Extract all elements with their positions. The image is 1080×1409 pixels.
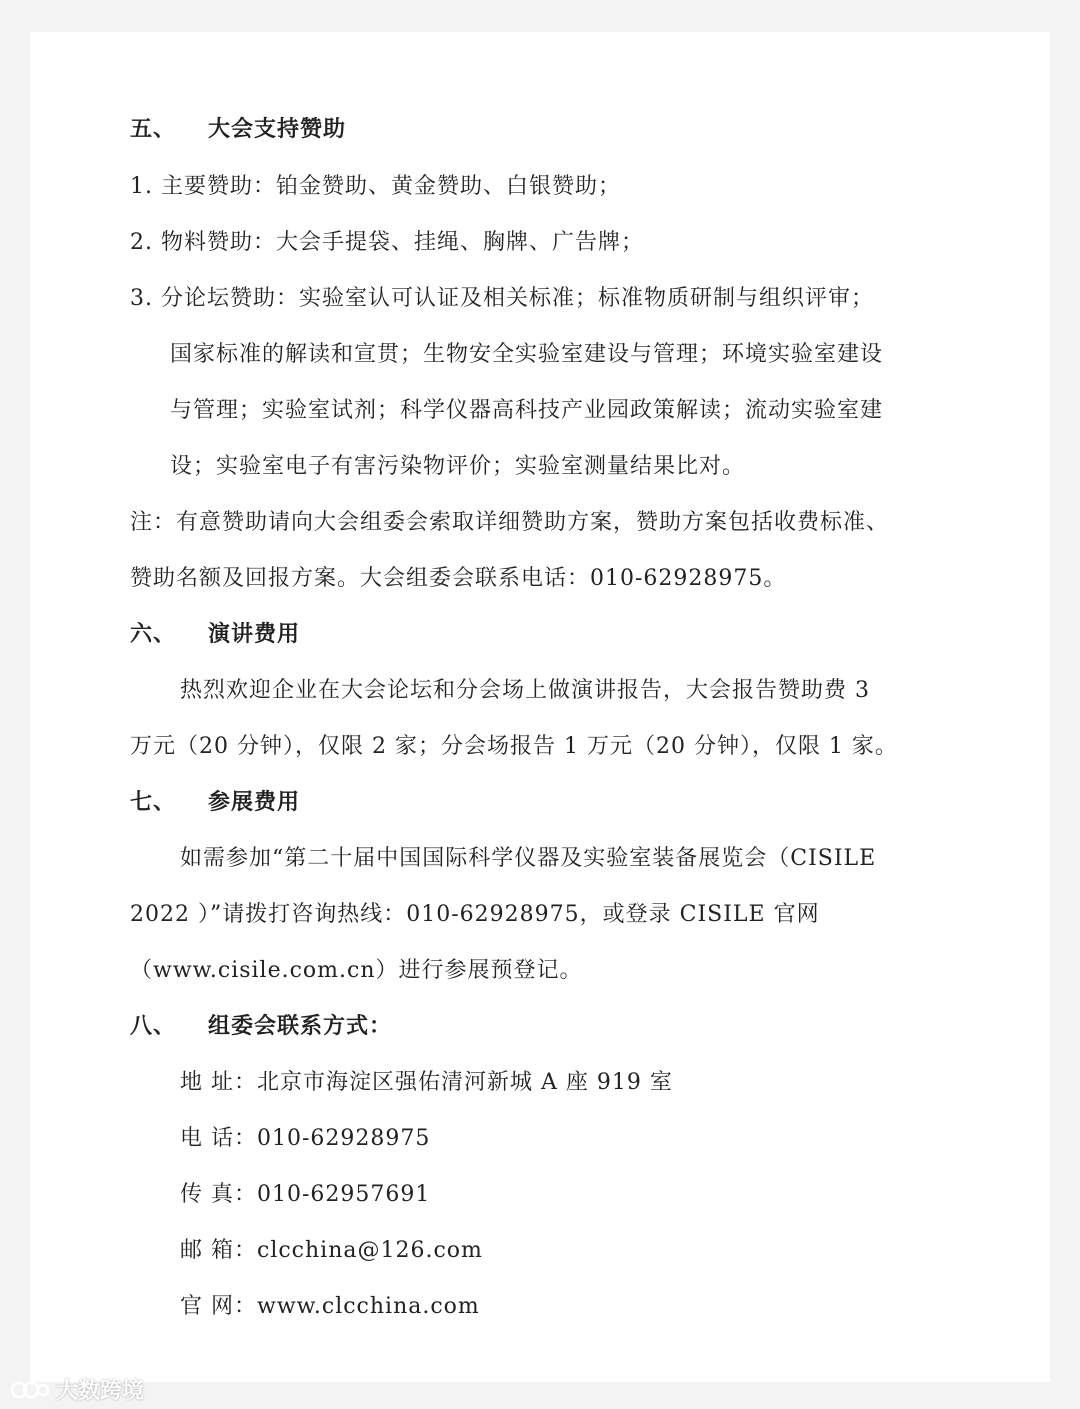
sponsor-note-line-2: 赞助名额及回报方案。大会组委会联系电话：010-62928975。 bbox=[130, 566, 787, 591]
contact-phone: 电 话：010-62928975 bbox=[180, 1126, 431, 1151]
document-page bbox=[30, 32, 1050, 1382]
watermark-text: 大数跨境 bbox=[56, 1379, 145, 1404]
speech-fee-line-1: 热烈欢迎企业在大会论坛和分会场上做演讲报告，大会报告赞助费 3 bbox=[180, 678, 870, 703]
section-6-number: 六、 bbox=[130, 622, 177, 647]
exhibit-fee-line-3: （www.cisile.com.cn）进行参展预登记。 bbox=[130, 958, 583, 983]
section-7-heading bbox=[130, 788, 300, 818]
sponsor-item-3: 3. 分论坛赞助：实验室认可认证及相关标准；标准物质研制与组织评审； bbox=[130, 286, 874, 311]
exhibit-fee-line-2: 2022 ）”请拨打咨询热线：010-62928975，或登录 CISILE 官网 bbox=[130, 902, 820, 927]
watermark bbox=[10, 1374, 144, 1405]
sponsor-item-2: 2. 物料赞助：大会手提袋、挂绳、胸牌、广告牌； bbox=[130, 230, 644, 255]
section-6-heading bbox=[130, 620, 300, 650]
sponsor-item-3-cont-3: 设；实验室电子有害污染物评价；实验室测量结果比对。 bbox=[170, 454, 746, 479]
exhibit-fee-line-1: 如需参加“第二十届中国国际科学仪器及实验室装备展览会（CISILE bbox=[180, 846, 877, 871]
contact-fax: 传 真：010-62957691 bbox=[180, 1182, 431, 1207]
contact-website: 官 网：www.clcchina.com bbox=[180, 1294, 480, 1319]
section-8-heading bbox=[130, 1012, 392, 1042]
sponsor-item-3-cont-2: 与管理；实验室试剂；科学仪器高科技产业园政策解读；流动实验室建 bbox=[170, 398, 884, 423]
section-5-title: 大会支持赞助 bbox=[208, 117, 347, 142]
section-5-number: 五、 bbox=[130, 117, 177, 142]
contact-email: 邮 箱：clcchina@126.com bbox=[180, 1238, 483, 1263]
watermark-logo-icon bbox=[10, 1378, 50, 1402]
section-7-title: 参展费用 bbox=[208, 790, 301, 815]
speech-fee-line-2: 万元（20 分钟），仅限 2 家；分会场报告 1 万元（20 分钟），仅限 1 家。 bbox=[130, 734, 898, 759]
section-7-number: 七、 bbox=[130, 790, 177, 815]
section-8-number: 八、 bbox=[130, 1014, 177, 1039]
sponsor-note-line-1: 注：有意赞助请向大会组委会索取详细赞助方案，赞助方案包括收费标准、 bbox=[130, 510, 890, 535]
section-5-heading bbox=[130, 115, 346, 145]
sponsor-item-1: 1. 主要赞助：铂金赞助、黄金赞助、白银赞助； bbox=[130, 174, 621, 199]
sponsor-item-3-cont-1: 国家标准的解读和宣贯；生物安全实验室建设与管理；环境实验室建设 bbox=[170, 342, 884, 367]
contact-address: 地 址：北京市海淀区强佑清河新城 A 座 919 室 bbox=[180, 1070, 673, 1095]
section-6-title: 演讲费用 bbox=[208, 622, 301, 647]
section-8-title: 组委会联系方式： bbox=[208, 1014, 393, 1039]
